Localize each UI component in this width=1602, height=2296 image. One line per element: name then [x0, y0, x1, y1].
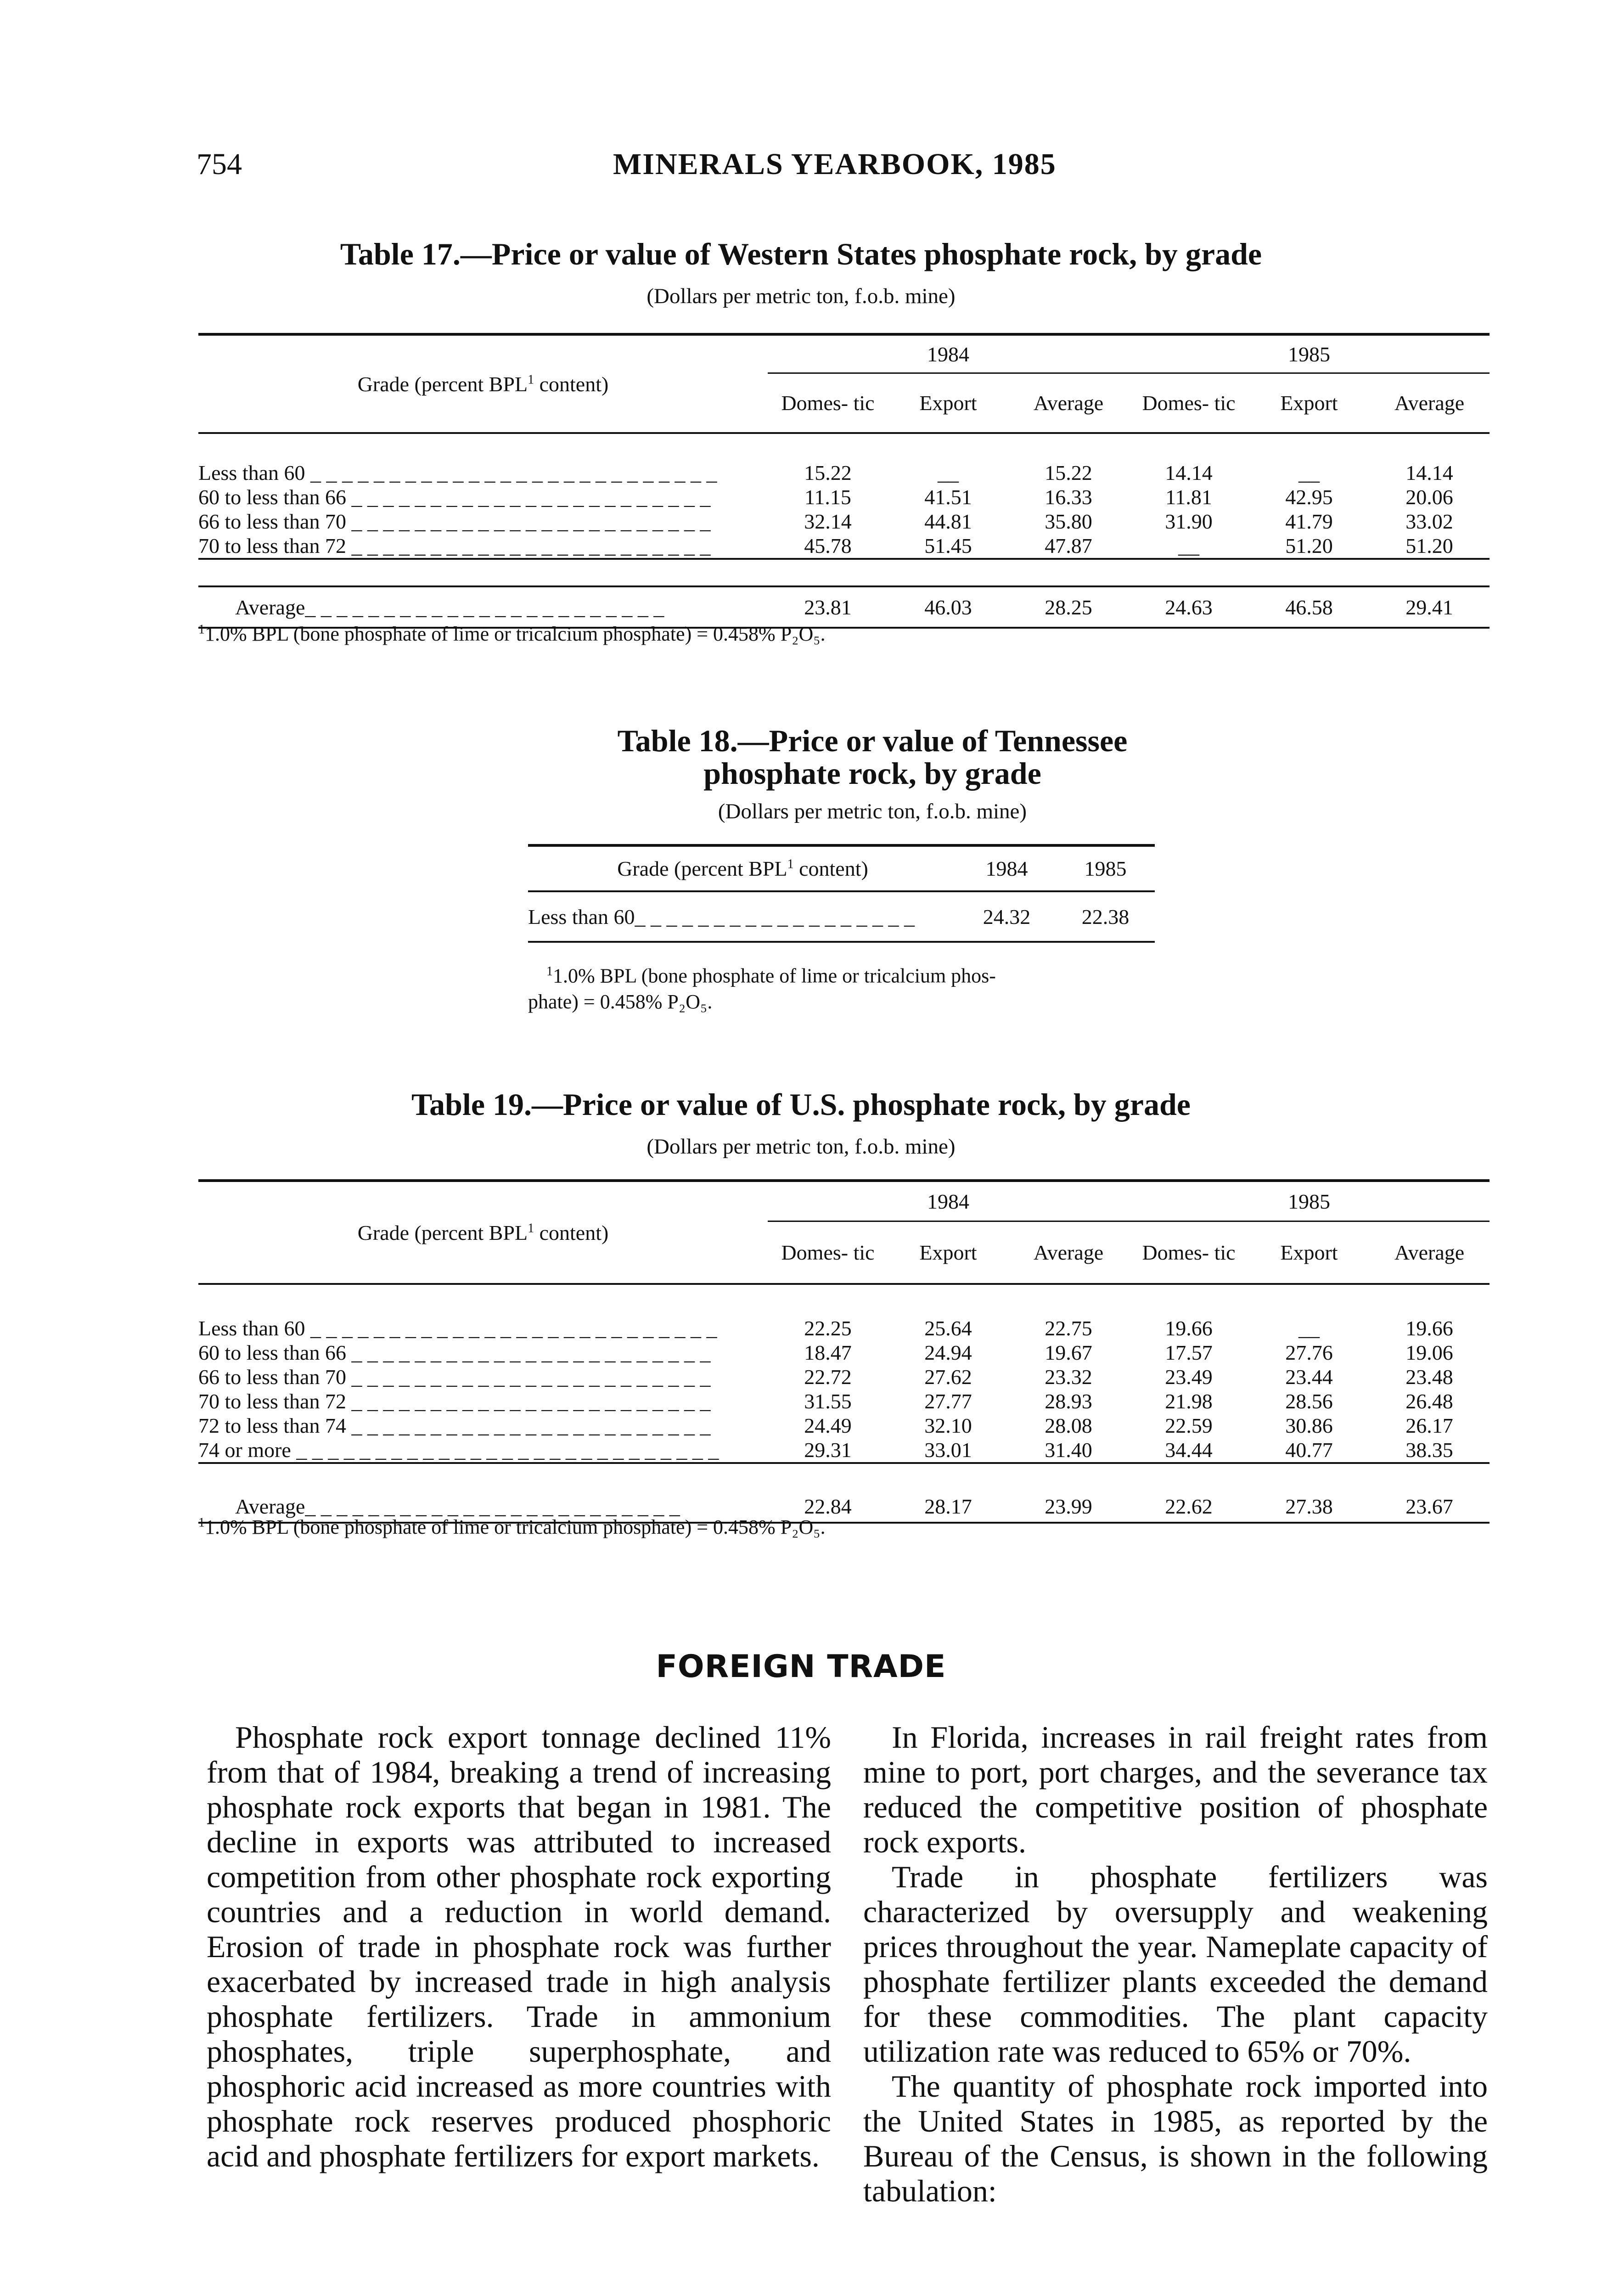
value-cell: 27.76	[1285, 1341, 1333, 1364]
grade-cell: Average_ _ _ _ _ _ _ _ _ _ _ _ _ _ _ _ _ _ _ _ _ _ _ _	[235, 1494, 680, 1518]
value-cell: 15.22	[1045, 461, 1092, 484]
grade-cell: 70 to less than 72 _ _ _ _ _ _ _ _ _ _ _ _ _ _ _ _ _ _ _ _ _ _ _	[198, 1390, 711, 1413]
value-cell: 31.40	[1045, 1438, 1092, 1462]
grade-cell: Less than 60_ _ _ _ _ _ _ _ _ _ _ _ _ _ _ _ _ _	[528, 905, 915, 929]
subcol-header: Export	[1249, 1221, 1369, 1284]
value-cell: 42.95	[1285, 485, 1333, 509]
value-cell: 38.35	[1405, 1438, 1453, 1462]
value-cell: 32.10	[924, 1414, 972, 1437]
value-cell: __	[938, 461, 959, 484]
subcol-header: Average	[1008, 373, 1129, 433]
value-cell: 24.32	[983, 905, 1031, 929]
table19-subtitle: (Dollars per metric ton, f.o.b. mine)	[646, 1135, 956, 1159]
value-cell: 14.14	[1405, 461, 1453, 484]
subcol-header: Domes- tic	[768, 373, 888, 433]
grade-column-header: Grade (percent BPL$^1$ content)	[198, 1181, 768, 1284]
table-average-row	[198, 586, 1490, 628]
table-row	[528, 891, 1155, 942]
subcol-header: Average	[1369, 373, 1490, 433]
value-cell: 24.63	[1165, 595, 1213, 619]
value-cell: 22.72	[804, 1365, 852, 1389]
value-cell: 23.81	[804, 595, 852, 619]
body-right-column	[863, 1720, 1488, 2208]
value-cell: 31.55	[804, 1390, 852, 1413]
subcol-header: Domes- tic	[1129, 1221, 1249, 1284]
table19	[198, 1179, 1490, 1524]
value-cell: 19.66	[1405, 1317, 1453, 1340]
paragraph: Trade in phosphate fertilizers was characterized by oversupply and weakening prices throughout the year. Nameplate capacity of phosphate fertilizer plants exceeded the demand for these commodities. The plant capacity utilization rate was reduced to 65% or 70%.	[863, 1859, 1488, 2069]
value-cell: 22.75	[1045, 1317, 1092, 1340]
table-row	[198, 1365, 1490, 1389]
value-cell: 35.80	[1045, 510, 1092, 533]
value-cell: __	[1298, 1317, 1320, 1340]
subcol-header: Average	[1008, 1221, 1129, 1284]
value-cell: 51.20	[1405, 534, 1453, 557]
table-row	[198, 1389, 1490, 1413]
value-cell: 45.78	[804, 534, 852, 557]
value-cell: 16.33	[1045, 485, 1092, 509]
value-cell: __	[1298, 461, 1320, 484]
grade-cell: 60 to less than 66 _ _ _ _ _ _ _ _ _ _ _ _ _ _ _ _ _ _ _ _ _ _ _	[198, 485, 711, 509]
grade-column-header: Grade (percent BPL$^1$ content)	[198, 334, 768, 433]
grade-cell: 72 to less than 74 _ _ _ _ _ _ _ _ _ _ _ _ _ _ _ _ _ _ _ _ _ _ _	[198, 1414, 711, 1437]
value-cell: 23.49	[1165, 1365, 1213, 1389]
value-cell: 32.14	[804, 510, 852, 533]
value-cell: 25.64	[924, 1317, 972, 1340]
grade-cell: Less than 60 _ _ _ _ _ _ _ _ _ _ _ _ _ _ _ _ _ _ _ _ _ _ _ _ _ _	[198, 461, 717, 484]
paragraph: Phosphate rock export tonnage declined 11% from that of 1984, breaking a trend of increasing phosphate rock exports that began in 1981. The decline in exports was attributed to increased competition from other phosphate rock exporting countries and a reduction in world demand. Erosion of trade in phosphate rock was further exacerbated by increased trade in high analysis phosphate fertilizers. Trade in ammonium phosphates, triple superphosphate, and phosphoric acid increased as more countries with phosphate rock reserves produced phosphoric acid and phosphate fertilizers for export markets.	[207, 1720, 831, 2173]
grade-cell: Average_ _ _ _ _ _ _ _ _ _ _ _ _ _ _ _ _ _ _ _ _ _ _	[235, 595, 664, 619]
body-left-column	[207, 1720, 831, 2173]
table17	[198, 333, 1490, 629]
table-row	[198, 461, 1490, 485]
value-cell: 20.06	[1405, 485, 1453, 509]
value-cell: 22.84	[804, 1494, 852, 1518]
value-cell: 15.22	[804, 461, 852, 484]
table19-title: Table 19.—Price or value of U.S. phosphate rock, by grade	[411, 1087, 1191, 1122]
value-cell: 11.15	[804, 485, 851, 509]
table17-subtitle: (Dollars per metric ton, f.o.b. mine)	[646, 284, 956, 308]
value-cell: 33.01	[924, 1438, 972, 1462]
year-header: 1985	[1129, 1181, 1490, 1221]
paragraph: The quantity of phosphate rock imported into the United States in 1985, as reported by the Bureau of the Census, is shown in the following tabulation:	[863, 2069, 1488, 2208]
table18-subtitle: (Dollars per metric ton, f.o.b. mine)	[718, 799, 1027, 823]
value-cell: 51.20	[1285, 534, 1333, 557]
grade-cell: Less than 60 _ _ _ _ _ _ _ _ _ _ _ _ _ _ _ _ _ _ _ _ _ _ _ _ _ _	[198, 1317, 717, 1340]
value-cell: 27.38	[1285, 1494, 1333, 1518]
value-cell: 27.62	[924, 1365, 972, 1389]
value-cell: 17.57	[1165, 1341, 1213, 1364]
paragraph: In Florida, increases in rail freight rates from mine to port, port charges, and the severance tax reduced the competitive position of phosphate rock exports.	[863, 1720, 1488, 1859]
table-row	[198, 1316, 1490, 1340]
year-header: 1985	[1084, 857, 1127, 880]
subcol-header: Domes- tic	[768, 1221, 888, 1284]
value-cell: 22.62	[1165, 1494, 1213, 1518]
table18-title: Table 18.—Price or value of Tennessee phosphate rock, by grade	[617, 723, 1128, 791]
value-cell: 27.77	[924, 1390, 972, 1413]
grade-column-header: Grade (percent BPL$^1$ content)	[617, 857, 868, 880]
year-header: 1984	[768, 1181, 1129, 1221]
value-cell: 28.25	[1045, 595, 1092, 619]
value-cell: 30.86	[1285, 1414, 1333, 1437]
value-cell: 47.87	[1045, 534, 1092, 557]
value-cell: 18.47	[804, 1341, 852, 1364]
value-cell: 41.79	[1285, 510, 1333, 533]
table19-footnote: $^1$1.0% BPL (bone phosphate of lime or tricalcium phosphate) = 0.458% P₂O₅.	[198, 1515, 826, 1538]
value-cell: 46.58	[1285, 595, 1333, 619]
value-cell: 24.49	[804, 1414, 852, 1437]
table17-footnote: $^1$1.0% BPL (bone phosphate of lime or tricalcium phosphate) = 0.458% P₂O₅.	[198, 622, 826, 645]
value-cell: 28.08	[1045, 1414, 1092, 1437]
value-cell: 22.59	[1165, 1414, 1213, 1437]
value-cell: 22.25	[804, 1317, 852, 1340]
grade-cell: 66 to less than 70 _ _ _ _ _ _ _ _ _ _ _ _ _ _ _ _ _ _ _ _ _ _ _	[198, 510, 711, 533]
section-heading: FOREIGN TRADE	[656, 1649, 946, 1685]
value-cell: 19.06	[1405, 1341, 1453, 1364]
table18-footnote: $^1$1.0% BPL (bone phosphate of lime or tricalcium phos- phate) = 0.458% P₂O₅.	[528, 964, 996, 1013]
value-cell: 23.32	[1045, 1365, 1092, 1389]
value-cell: 31.90	[1165, 510, 1213, 533]
subcol-header: Domes- tic	[1129, 373, 1249, 433]
subcol-header: Export	[888, 373, 1008, 433]
value-cell: 28.93	[1045, 1390, 1092, 1413]
value-cell: 34.44	[1165, 1438, 1213, 1462]
subcol-header: Export	[1249, 373, 1369, 433]
value-cell: 41.51	[924, 485, 972, 509]
value-cell: 14.14	[1165, 461, 1213, 484]
grade-cell: 66 to less than 70 _ _ _ _ _ _ _ _ _ _ _ _ _ _ _ _ _ _ _ _ _ _ _	[198, 1365, 711, 1389]
value-cell: 44.81	[924, 510, 972, 533]
table-row	[198, 1340, 1490, 1365]
grade-cell: 60 to less than 66 _ _ _ _ _ _ _ _ _ _ _ _ _ _ _ _ _ _ _ _ _ _ _	[198, 1341, 711, 1364]
value-cell: 23.99	[1045, 1494, 1092, 1518]
year-header: 1984	[985, 857, 1028, 880]
table17-title: Table 17.—Price or value of Western States phosphate rock, by grade	[340, 236, 1262, 271]
grade-cell: 74 or more _ _ _ _ _ _ _ _ _ _ _ _ _ _ _ _ _ _ _ _ _ _ _ _ _ _ _	[198, 1438, 719, 1462]
subcol-header: Average	[1369, 1221, 1490, 1284]
year-header: 1985	[1129, 334, 1490, 373]
value-cell: 28.56	[1285, 1390, 1333, 1413]
value-cell: 26.17	[1405, 1414, 1453, 1437]
table-row	[198, 1438, 1490, 1463]
value-cell: 26.48	[1405, 1390, 1453, 1413]
table-row	[198, 485, 1490, 509]
table-row	[198, 534, 1490, 559]
table-row	[198, 1413, 1490, 1438]
subcol-header: Export	[888, 1221, 1008, 1284]
value-cell: 33.02	[1405, 510, 1453, 533]
value-cell: __	[1178, 534, 1199, 557]
running-title: MINERALS YEARBOOK, 1985	[613, 147, 1057, 181]
value-cell: 23.44	[1285, 1365, 1333, 1389]
value-cell: 28.17	[924, 1494, 972, 1518]
value-cell: 23.48	[1405, 1365, 1453, 1389]
value-cell: 40.77	[1285, 1438, 1333, 1462]
table18	[528, 844, 1155, 943]
value-cell: 21.98	[1165, 1390, 1213, 1413]
grade-cell: 70 to less than 72 _ _ _ _ _ _ _ _ _ _ _ _ _ _ _ _ _ _ _ _ _ _ _	[198, 534, 711, 557]
table-row	[198, 509, 1490, 534]
value-cell: 11.81	[1165, 485, 1212, 509]
value-cell: 46.03	[924, 595, 972, 619]
value-cell: 29.41	[1405, 595, 1453, 619]
page-number: 754	[197, 147, 242, 181]
value-cell: 29.31	[804, 1438, 852, 1462]
year-header: 1984	[768, 334, 1129, 373]
value-cell: 22.38	[1081, 905, 1130, 929]
value-cell: 24.94	[924, 1341, 972, 1364]
value-cell: 19.67	[1045, 1341, 1092, 1364]
value-cell: 51.45	[924, 534, 972, 557]
value-cell: 19.66	[1165, 1317, 1213, 1340]
value-cell: 23.67	[1405, 1494, 1453, 1518]
